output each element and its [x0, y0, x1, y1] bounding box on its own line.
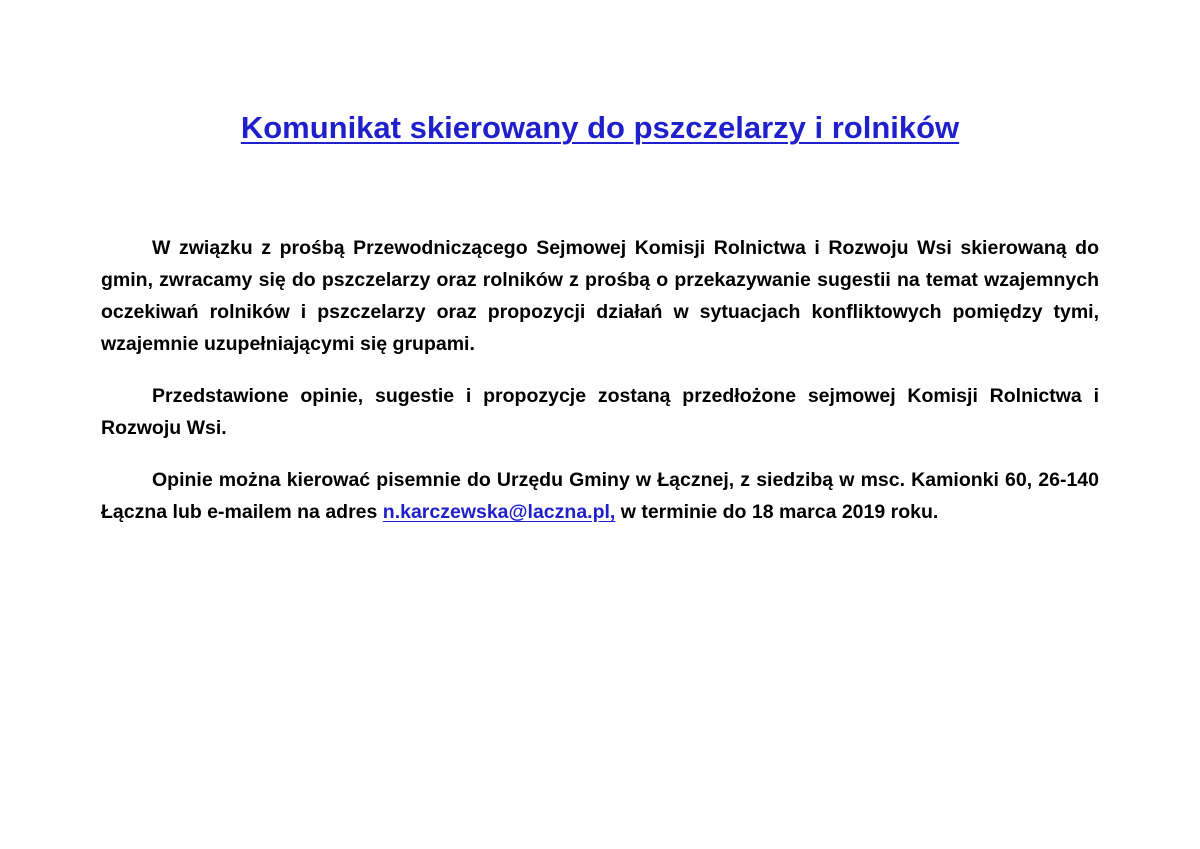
paragraph-opinions: Przedstawione opinie, sugestie i propozycje zostaną przedłożone sejmowej Komisji Rolnictwa i Rozwoju Wsi.	[101, 385, 1099, 439]
document-title	[0, 104, 1200, 152]
document-body	[101, 232, 1099, 548]
email-link[interactable]: n.karczewska@laczna.pl,	[382, 501, 616, 523]
paragraph-contact-after-link: w terminie do 18 marca 2019 roku.	[615, 501, 939, 523]
paragraph-request: W związku z prośbą Przewodniczącego Sejmowej Komisji Rolnictwa i Rozwoju Wsi skierowaną do gmin, zwracamy się do pszczelarzy oraz rolników z prośbą o przekazywanie sugestii na temat wzajemnych oczekiwań rolników i pszczelarzy oraz propozycji działań w sytuacjach konfliktowych pomiędzy tymi, wzajemnie uzupełniającymi się grupami.	[101, 237, 1099, 355]
document-title-text: Komunikat skierowany do pszczelarzy i rolników	[240, 110, 960, 145]
paragraph-contact	[101, 464, 1099, 528]
paragraph-contact-before-link: Opinie można kierować pisemnie do Urzędu Gminy w Łącznej, z siedzibą w msc. Kamionki 60, 26-140 Łączna lub e-mailem na adres	[101, 469, 1099, 523]
